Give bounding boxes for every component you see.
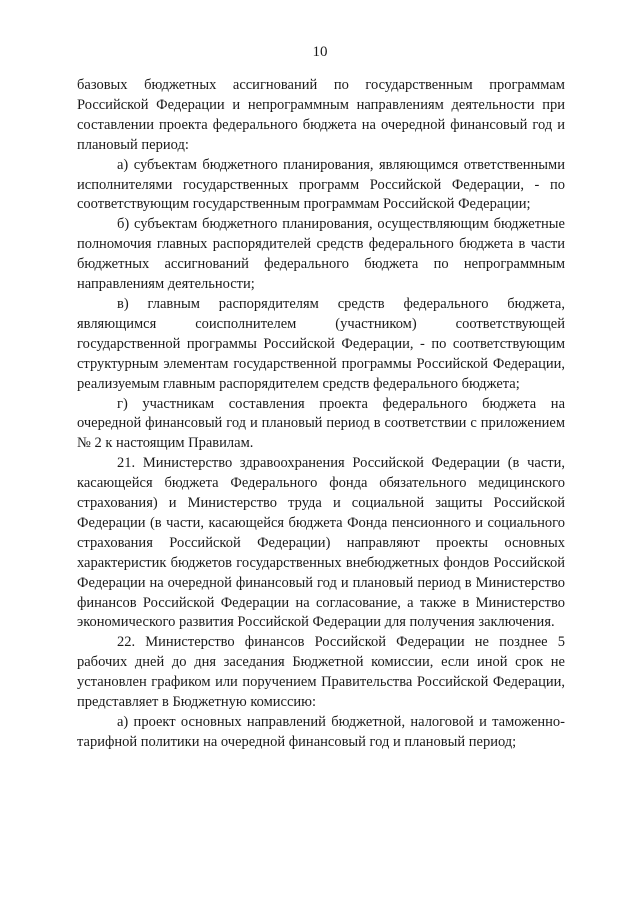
paragraph-clause-22-item-a: а) проект основных направлений бюджетной, налоговой и таможенно-тарифной политики на очередной финансовый год и плановый период;	[77, 714, 565, 750]
paragraph-continuation: базовых бюджетных ассигнований по государственным программам Российской Федерации и непрограммным направлениям деятельности при составлении проекта федерального бюджета на очередной финансовый год и плановый период:	[77, 77, 565, 153]
paragraph-item-a: а) субъектам бюджетного планирования, являющимся ответственными исполнителями государственных программ Российской Федерации, - по соответствующим государственным программам Российской Федерации;	[77, 156, 565, 213]
document-body	[77, 76, 565, 753]
paragraph-clause-22: 22. Министерство финансов Российской Федерации не позднее 5 рабочих дней до дня заседания Бюджетной комиссии, если иной срок не установлен графиком или поручением Правительства Российской Федерации, представляет в Бюджетную комиссию:	[77, 634, 565, 711]
paragraph-item-v: в) главным распорядителям средств федерального бюджета, являющимся соисполнителем (участником) соответствующей государственной программы Российской Федерации, - по соответствующим структурным элементам государственной программы Российской Федерации, реализуемым главным распорядителем средств федерального бюджета;	[77, 295, 565, 392]
paragraph-item-b: б) субъектам бюджетного планирования, осуществляющим бюджетные полномочия главных распорядителей средств федерального бюджета в части бюджетных ассигнований федерального бюджета по непрограммным направлениям деятельности;	[77, 216, 565, 293]
page-number: 10	[312, 44, 328, 60]
paragraph-clause-21: 21. Министерство здравоохранения Российской Федерации (в части, касающейся бюджета Федерального фонда обязательного медицинского страхования) и Министерство труда и социальной защиты Российской Федерации (в части, касающейся бюджета Фонда пенсионного и социального страхования Российской Федерации) направляют проекты основных характеристик бюджетов государственных внебюджетных фондов Российской Федерации на очередной финансовый год и плановый период в Министерство финансов Российской Федерации на согласование, а также в Министерство экономического развития Российской Федерации для получения заключения.	[77, 455, 565, 631]
paragraph-item-g: г) участникам составления проекта федерального бюджета на очередной финансовый год и плановый период в соответствии с приложением № 2 к настоящим Правилам.	[77, 395, 565, 452]
